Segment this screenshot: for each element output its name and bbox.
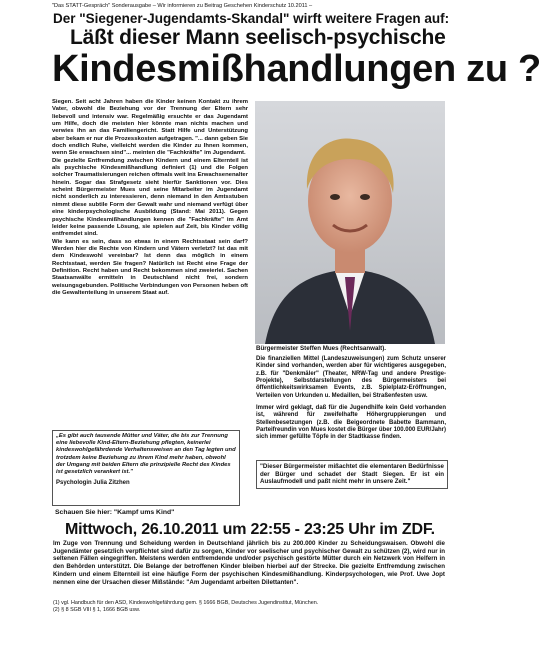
footnote: (1) vgl. Handbuch für den ASD, Kindeswohlgefährdung gem. § 1666 BGB, Deutsches Jugendinstitut, München. [53, 600, 319, 606]
bottom-paragraph: Im Zuge von Trennung und Scheidung werden in Deutschland jährlich bis zu 200.000 Kinder zu Scheidungswaisen. Obwohl die Jugendämter gesetzlich verpflichtet sind dafür zu sorgen, Kinder vor seelischer und psychischer Gewalt zu schützen (2), wird nur in seltenen Fällen eingegriffen. Meistens werden entfremdende und/oder psychisch gestörte Mütter durch ein Netzwerk von Helfern in den Behörden unterstützt. Die Belange der betroffenen Kinder bleiben hierbei auf der Strecke. Die gezielte Entfremdung zwischen Kindern und einem Elternteil ist eine häufige Form der psychischen Kindesmißhandlung. Kinderpsychologen, wie Prof. Uwe Jopt nennen eine der Ursachen dieser Mißstände: "Am Jugendamt arbeiten Dilettanten". [53, 540, 445, 586]
tv-broadcast-line: Mittwoch, 26.10.2011 um 22:55 - 23:25 Uhr im ZDF. [65, 521, 435, 538]
headline-sub: Läßt dieser Mann seelisch-psychische [70, 26, 446, 49]
footnote: (2) § 8 SGB VIII § 1, 1666 BGB usw. [53, 607, 141, 613]
right-paragraph: Immer wird geklagt, daß für die Jugendhilfe kein Geld vorhanden ist, während für zweifelhafte Höhergruppierungen und Stellenbesetzungen (z.B. die Beigeordnete Babette Bammann, Parteifreundin von Mues kostet die Bürger über 100.000 EUR/Jahr) sich immer gefüllte Töpfe in der Stadtkasse finden. [256, 405, 446, 441]
psychologist-quote: „Es gibt auch tausende Mütter und Väter, die bis zur Trennung eine liebevolle Kind-Eltern-Beziehung pflegten, keinerlei kindeswohlgefährdende Verhaltensweisen an den Tag legten und trotzdem keine Beziehung zu ihrem Kind mehr haben, obwohl der Umgang mit beiden Eltern die prinzipielle Recht des Kindes ist gesetzlich verankert ist." [56, 433, 236, 476]
see-also-note: Schauen Sie hier: "Kampf ums Kind" [55, 509, 175, 516]
footnotes [53, 600, 445, 614]
mayor-quote-box: "Dieser Bürgermeister mißachtet die elementaren Bedürfnisse der Bürger und schadet der Stadt Siegen. Er ist ein Auslaufmodell und paßt nicht mehr in unsere Zeit." [256, 460, 448, 489]
headline-main: Kindesmißhandlungen zu ? [52, 48, 541, 90]
psychologist-quote-box [52, 430, 240, 506]
lead-column [52, 99, 248, 297]
portrait-photo [255, 101, 445, 344]
lead-paragraph: Siegen. Seit acht Jahren haben die Kinder keinen Kontakt zu ihrem Vater, obwohl die Beziehung vor der Trennung der Eltern sehr liebevoll und intensiv war. Regelmäßig ersuchte er das Jugendamt um Hilfe, doch die meisten hier könnte man nichts machen und verwies ihn an das Familiengericht. Statt Hilfe und Unterstützung aber bekam er nur die Prozesskosten aufgetragen. "... dann geben Sie doch endlich Ruhe, vielleicht werden die Kinder zu Ihnen kommen, wenn Sie erwachsen sind"... meinten die "Fachkräfte" im Jugendamt. [52, 99, 248, 157]
lead-paragraph: Wie kann es sein, dass so etwas in einem Rechtsstaat sein darf? Werden hier die Rechte von Kindern und Vätern verletzt? Ist das mit dem Kindeswohl vereinbar? Ist denn das möglich in einem Rechtsstaat, werden Sie fragen? Natürlich ist Recht eine Frage der Definition. Recht haben und Recht bekommen sind zweierlei. Sachen Staatsanwälte ermitteln in Deutschland nicht frei, sondern weisungsgebunden. Politische Verbindungen von Personen heben oft die Gewaltenteilung in unserem Staat auf. [52, 238, 248, 296]
portrait-illustration [255, 101, 445, 344]
right-paragraph: Die finanziellen Mittel (Landeszuweisungen) zum Schutz unserer Kinder sind vorhanden, werden aber für wichtigeres ausgegeben, z.B. für "Denkmäler" (Theater, NRW-Tag und andere Prestige-Projekte), Selbstdarstellungen des Bürgermeisters bei öffentlichkeitswirksamen Events, z.B. Spielplatz-Eröffnungen, Verteilen von Urkunden u. Medaillen, bei Straßenfesten usw. [256, 356, 446, 399]
photo-caption: Bürgermeister Steffen Mues (Rechtsanwalt). [256, 345, 386, 352]
top-line: "Das STATT-Gespräch" Sonderausgabe – Wir informieren zu Beitrag Geschehen Kinderschutz 10.2011 – [52, 3, 313, 9]
quote-signature: Psychologin Julia Zitzhen [56, 480, 130, 487]
lead-paragraph: Die gezielte Entfremdung zwischen Kindern und einem Elternteil ist als psychische Kindesmißhandlung definiert (1) und die Folgen solcher Traumatisierungen reichen oftmals weit ins Erwachsenenalter hinein. Sogar das Strafgesetz sieht hierfür Sanktionen vor. Dies scheint Bürgermeister Mues und seine Mitarbeiter im Jugendamt nicht sonderlich zu interessieren, denn niemand in den Amtsstuben nimmt diese subtile Form der Gewalt wahr und niemand verfügt über eine kinderpsychologische Ausbildung (Stand: Mai 2011). Gegen psychische Kindesmißhandlungen kennen die "Fachkräfte" im Amt leider keine passende Lösung, sie spielen auf Zeit, bis Kinder völlig entfremdet sind. [52, 157, 248, 238]
headline-kicker: Der "Siegener-Jugendamts-Skandal" wirft weitere Fragen auf: [53, 11, 450, 26]
right-column [256, 356, 446, 447]
